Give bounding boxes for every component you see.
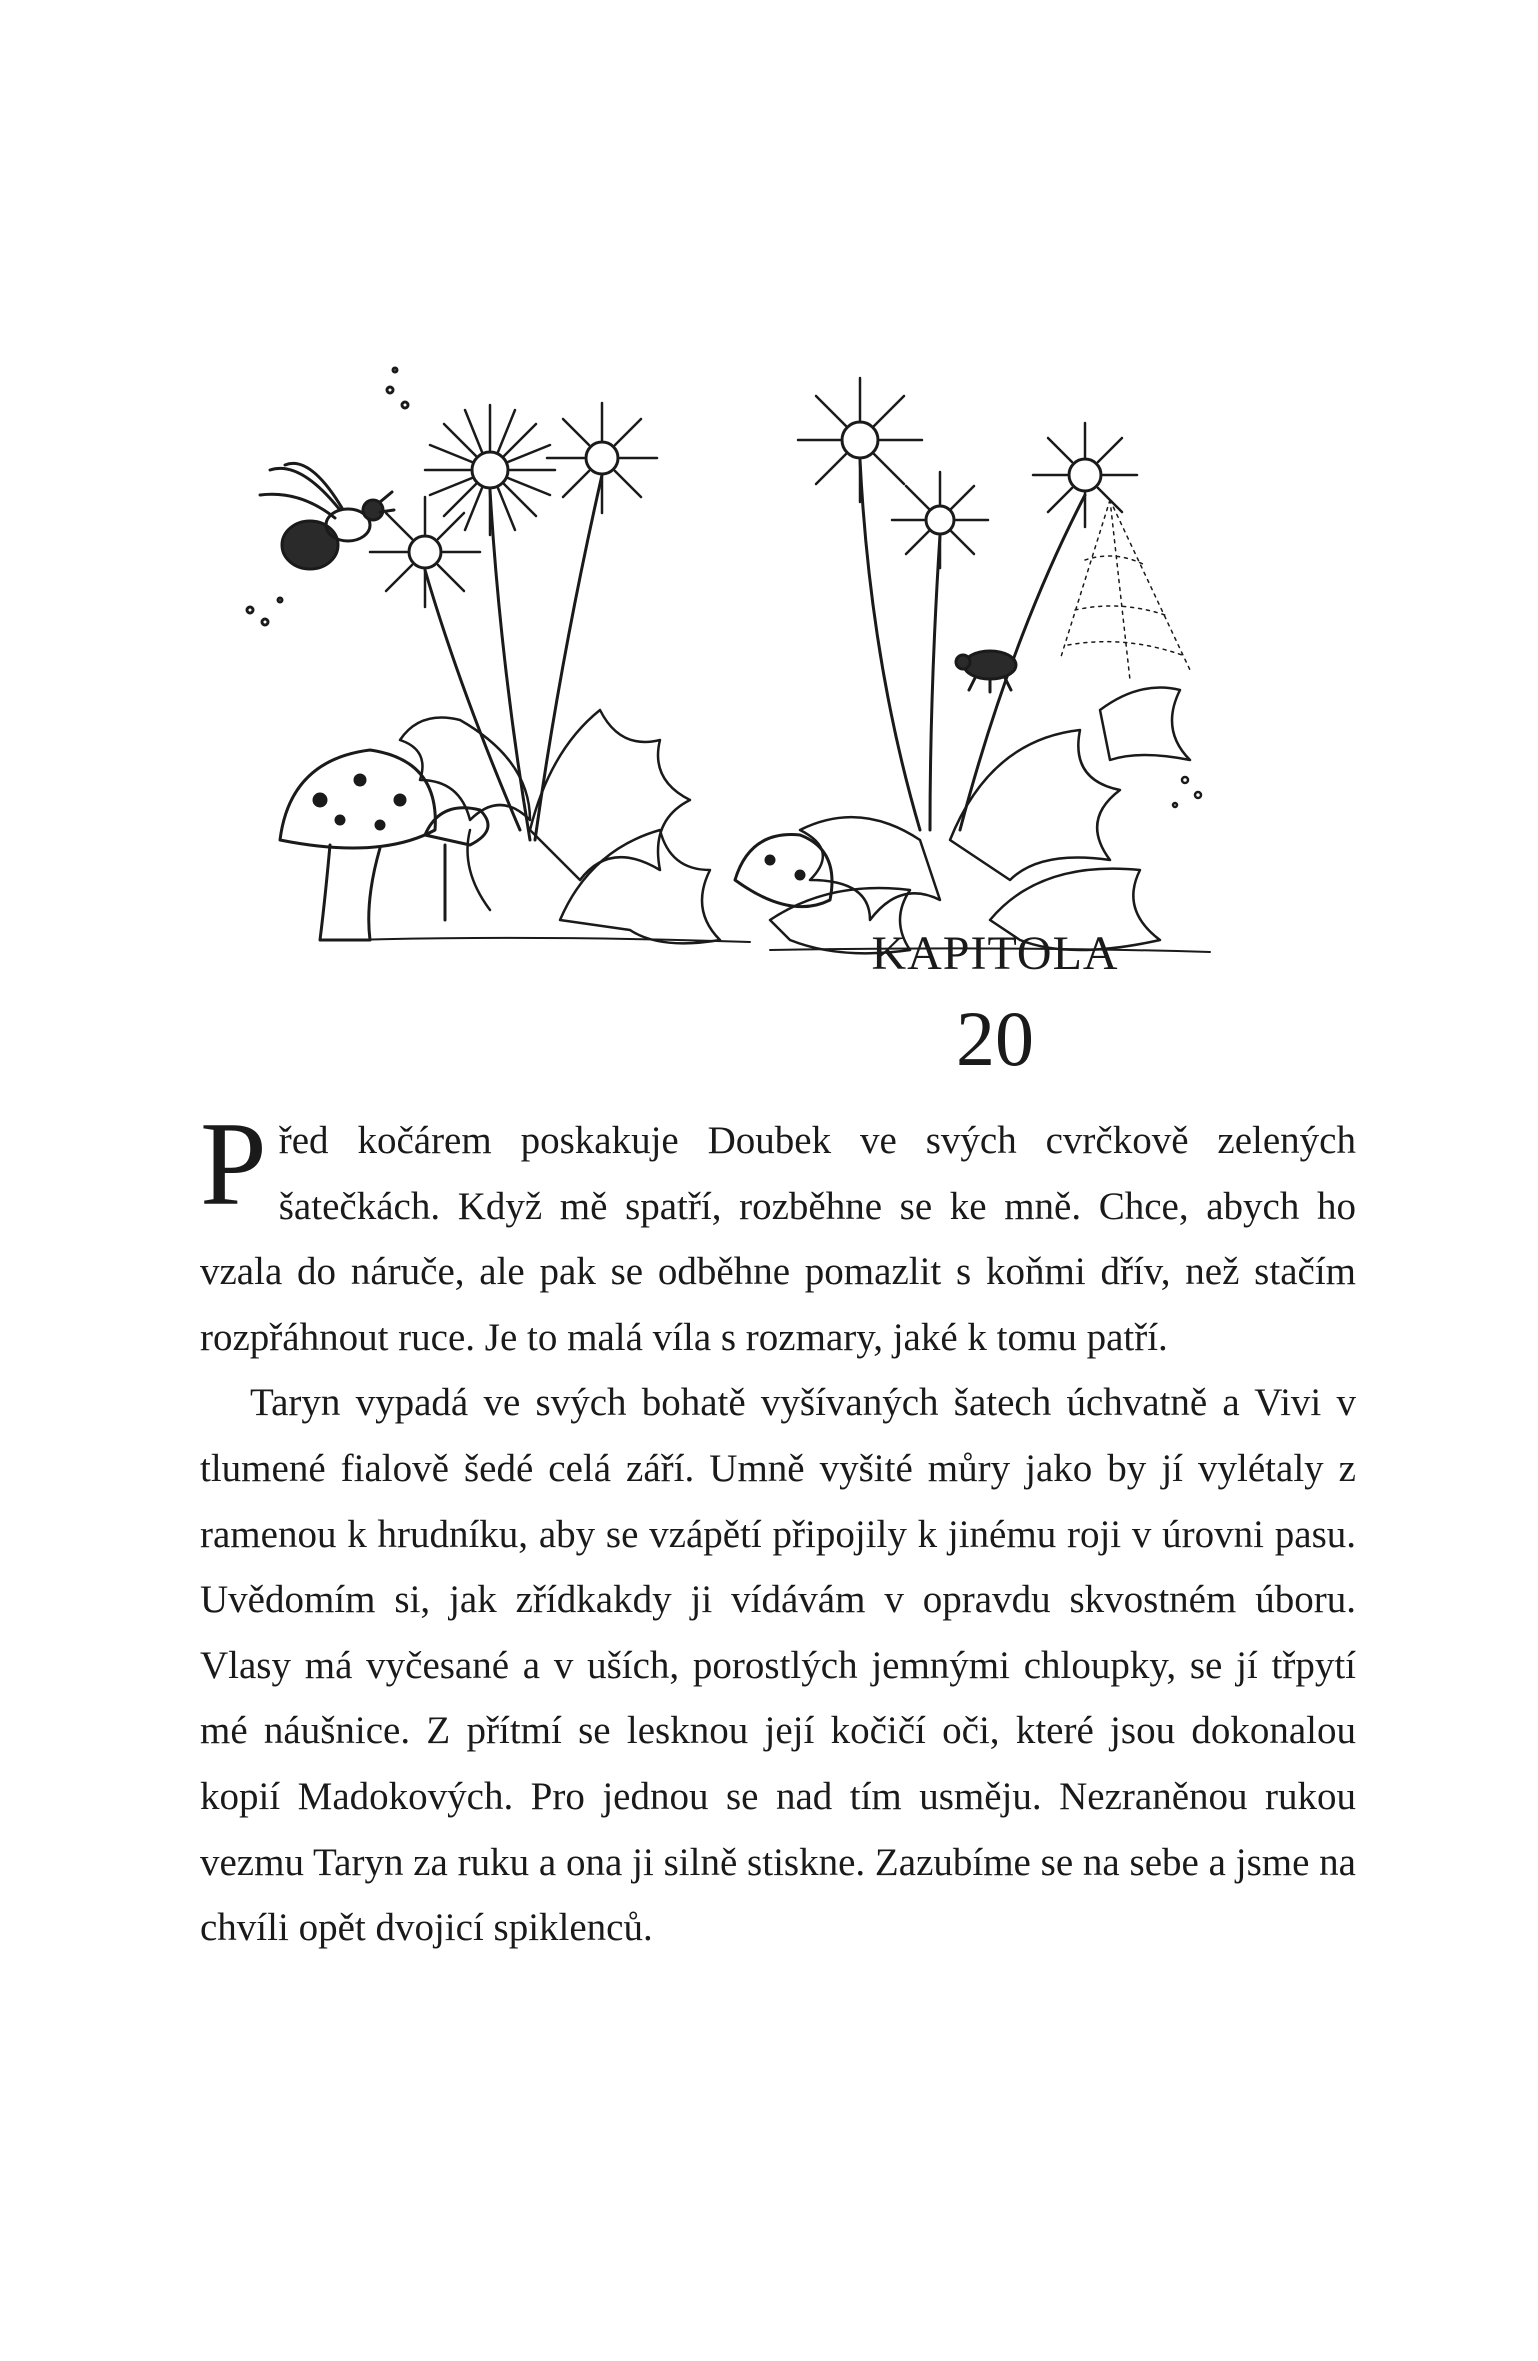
paragraph-1 [200, 1097, 1356, 1370]
bee-icon [247, 368, 408, 625]
leaf-icon [400, 710, 720, 943]
chapter-label: KAPITOLA [871, 927, 1119, 980]
paragraph-1-text: řed kočárem poskakuje Doubek ve svých cvrčkově zelených šatečkách. Když mě spatří, rozběhne se ke mně. Chce, abych ho vzala do náruče, ale pak se odběhne pomazlit s koňmi dřív, než stačím rozpřáhnout ruce. Je to malá víla s rozmary, jaké k tomu patří. [200, 1119, 1356, 1359]
leaf-icon-right [770, 688, 1201, 954]
daisy-icon-right [798, 378, 1137, 830]
chapter-illustration [230, 360, 1230, 1082]
daisy-icon [370, 403, 657, 840]
paragraph-2: Taryn vypadá ve svých bohatě vyšívaných šatech úchvatně a Vivi v tlumené fialově šedé celá září. Umně vyšité můry jako by jí vylétaly z ramenou k hrudníku, aby se vzápětí připojily k jinému roji v úrovni pasu. Uvědomím si, jak zřídkakdy ji vídávám v opravdu skvostném úboru. Vlasy má vyčesané a v uších, porostlých jemnými chloupky, se jí třpytí mé náušnice. Z přítmí se lesknou její kočičí oči, které jsou dokonalou kopií Madokových. Pro jednou se nad tím usměju. Nezraněnou rukou vezmu Taryn za ruku a ona ji silně stiskne. Zazubíme se na sebe a jsme na chvíli opět dvojicí spiklenců. [200, 1381, 1356, 1950]
body-text [200, 1097, 1356, 1961]
mushroom-icon [280, 750, 832, 940]
spider-web-icon [1060, 500, 1190, 680]
beetle-icon [956, 651, 1016, 692]
chapter-number: 20 [956, 995, 1034, 1082]
drop-cap: P [200, 1097, 267, 1230]
